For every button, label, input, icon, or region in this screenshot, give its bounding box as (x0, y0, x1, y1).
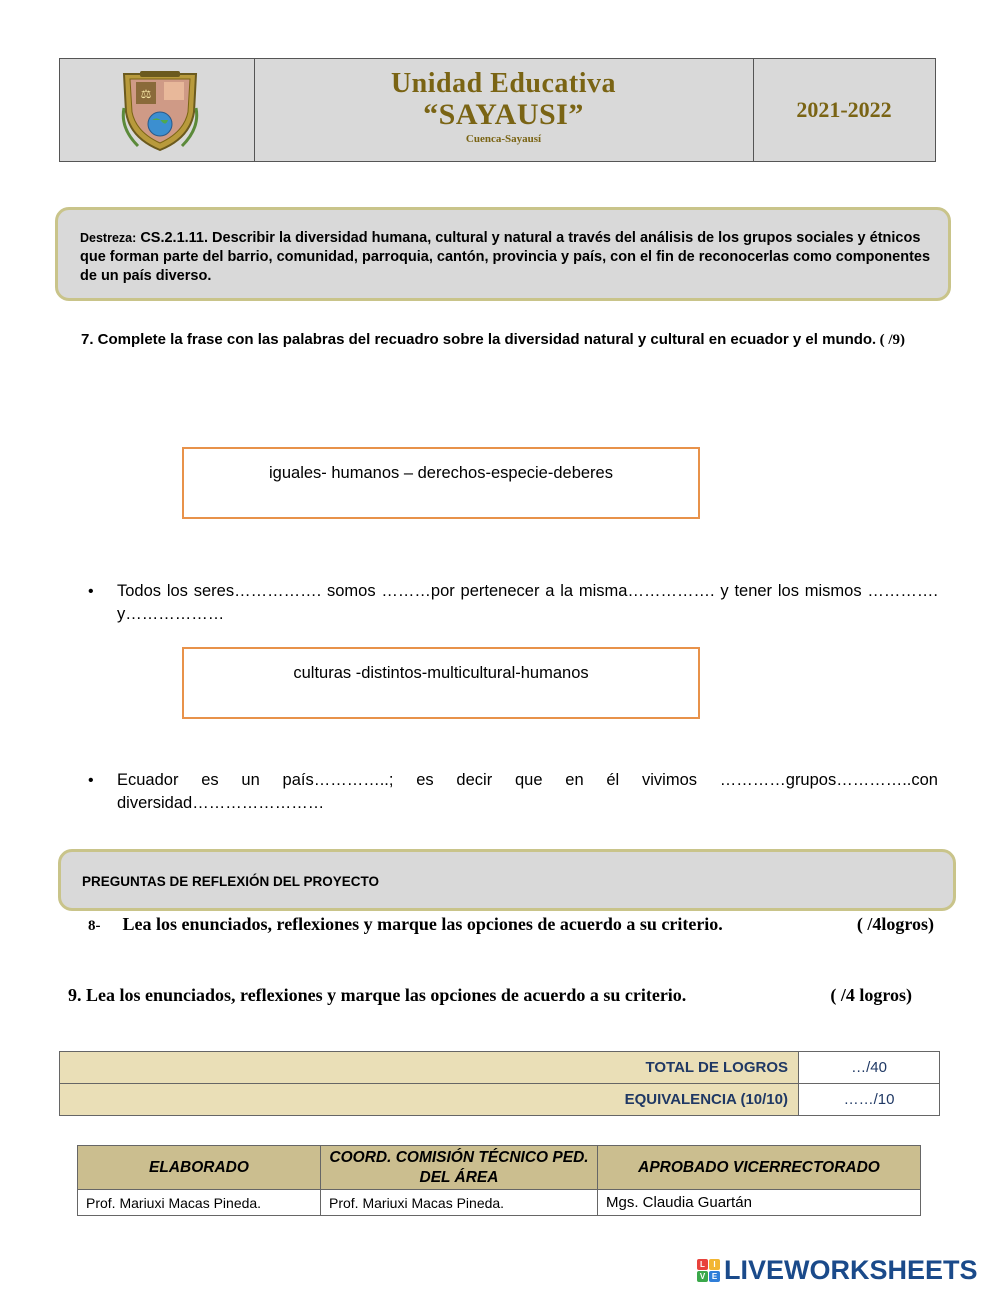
school-logo-cell (60, 59, 255, 161)
destreza-box (55, 207, 951, 301)
word-box-1 (182, 447, 700, 519)
question-9-text: 9. Lea los enunciados, reflexiones y marque las opciones de acuerdo a su criterio. (68, 985, 687, 1005)
question-8-number: 8- (88, 918, 101, 934)
school-year: 2021-2022 (796, 97, 892, 122)
question-9 (68, 985, 914, 1006)
destreza-text: CS.2.1.11. Describir la diversidad humana, cultural y natural a través del análisis de los grupos sociales y étnicos que forman parte del barrio, comunidad, parroquia, cantón, provincia y país, con el fin de reconocerlas como componentes de un país diverso. (80, 230, 931, 284)
signatures-table (77, 1145, 921, 1216)
school-name-cell (254, 59, 754, 161)
destreza-label: Destreza: (80, 231, 137, 245)
approved-name: Mgs. Claudia Guartán (598, 1190, 921, 1216)
liveworksheets-wordmark: LIVEWORKSHEETS (724, 1254, 978, 1285)
school-crest-icon (118, 68, 202, 154)
bullet-icon: • (88, 772, 94, 789)
table-row (60, 1052, 940, 1084)
header-table (59, 58, 936, 162)
school-location: Cuenca-Sayausí (465, 133, 542, 145)
question-9-score: ( /4 logros) (830, 985, 912, 1005)
totals-table (59, 1051, 940, 1116)
equivalence-label: EQUIVALENCIA (10/10) (60, 1084, 799, 1116)
reflection-title: PREGUNTAS DE REFLEXIÓN DEL PROYECTO (82, 874, 380, 889)
liveworksheets-logo-icon (697, 1259, 720, 1282)
total-label: TOTAL DE LOGROS (60, 1052, 799, 1084)
elaborado-header: ELABORADO (78, 1146, 321, 1190)
liveworksheets-watermark (697, 1253, 997, 1287)
fill-sentence-1 (88, 580, 940, 630)
coordinator-header: COORD. COMISIÓN TÉCNICO PED. DEL ÁREA (321, 1146, 598, 1190)
table-row (60, 1084, 940, 1116)
word-box-2 (182, 647, 700, 719)
fill-sentence-2-text[interactable]: Ecuador es un país…………..; es decir que en él vivimos …………grupos…………..con diversidad…………………… (117, 771, 938, 812)
total-value[interactable]: …/40 (799, 1052, 940, 1084)
question-8-score: ( /4logros) (856, 914, 934, 934)
fill-sentence-2 (88, 769, 940, 819)
question-7 (81, 327, 941, 353)
reflection-title-box (58, 849, 956, 911)
question-8-text: Lea los enunciados, reflexiones y marque las opciones de acuerdo a su criterio. (122, 914, 723, 934)
logo-letter: I (709, 1259, 720, 1270)
word-box-1-text: iguales- humanos – derechos-especie-deberes (269, 464, 613, 482)
school-year-cell (753, 59, 935, 161)
word-box-2-text: culturas -distintos-multicultural-humanos (293, 664, 589, 682)
question-7-text: 7. Complete la frase con las palabras del recuadro sobre la diversidad natural y cultural en ecuador y el mundo (81, 331, 873, 348)
logo-letter: E (709, 1271, 720, 1282)
school-name-line1: Unidad Educativa (390, 68, 617, 99)
equivalence-value[interactable]: ……/10 (799, 1084, 940, 1116)
table-row (78, 1146, 921, 1190)
table-row (78, 1190, 921, 1216)
logo-letter: L (697, 1259, 708, 1270)
question-7-score: . ( /9) (872, 332, 906, 348)
elaborado-name: Prof. Mariuxi Macas Pineda. (78, 1190, 321, 1216)
question-8 (88, 914, 936, 935)
svg-text:⚖: ⚖ (140, 87, 152, 101)
bullet-icon: • (88, 583, 94, 600)
logo-letter: V (697, 1271, 708, 1282)
fill-sentence-1-text[interactable]: Todos los seres……………. somos ………por pertenecer a la misma……………. y tener los mismos …………. y……………… (117, 582, 938, 623)
school-name-line2: “SAYAUSI” (423, 98, 584, 131)
coordinator-name: Prof. Mariuxi Macas Pineda. (321, 1190, 598, 1216)
approved-header: APROBADO VICERRECTORADO (598, 1146, 921, 1190)
